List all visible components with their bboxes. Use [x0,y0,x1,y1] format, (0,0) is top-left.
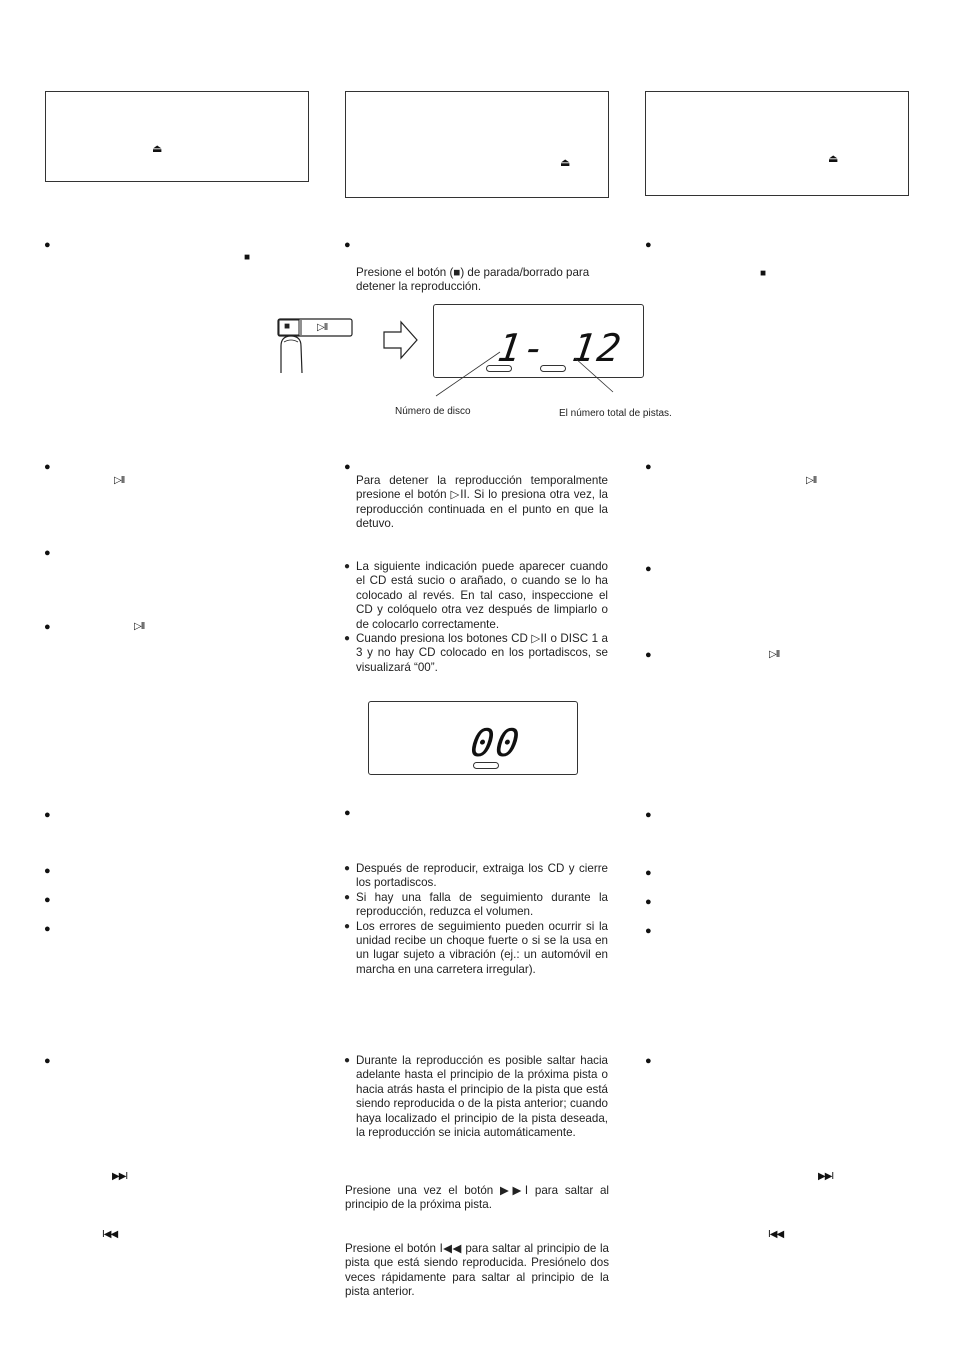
zero-readout: 00 [467,721,524,765]
left-bullet-7: ● [44,894,51,906]
skip-back-instruction: Presione el botón I◀◀ para saltar al principio de la pista que está siendo reproducida. Presiónelo dos veces rápidamente para saltar al principio de la pista anterior. [345,1242,609,1299]
skip-forward-icon: ▶▶I [818,1171,834,1182]
skip-back-icon: I◀◀ [102,1229,118,1240]
left-bullet-9: ● [44,1055,51,1067]
note-item: ● Los errores de seguimiento pueden ocurrir si la unidad recibe un choque fuerte o si se la usa en un lugar sujeto a vibración (ej.: un automóvil en marcha en una carretera irregular). [344,920,608,978]
disc-number-caption: Número de disco [395,406,471,417]
note-item: ● Cuando presiona los botones CD ▷II o DISC 1 a 3 y no hay CD colocado en los portadiscos, se visualizará “00”. [344,632,608,675]
skip-forward-instruction: Presione una vez el botón ▶▶I para saltar al principio de la próxima pista. [345,1184,609,1212]
right-bullet-8: ● [645,925,652,937]
middle-bullet-3: ● [344,807,351,819]
stop-icon: ■ [760,268,766,279]
right-bullet-3: ● [645,563,652,575]
notes-list-3 [344,1054,608,1140]
middle-bullet-1: ● [344,239,351,251]
right-bullet-5: ● [645,809,652,821]
left-bullet-6: ● [44,865,51,877]
pause-instruction: Para detener la reproducción temporalmente presione el botón ▷II. Si lo presiona otra vez, la reproducción continuada en el punto en que la detuvo. [356,474,608,531]
callout-lines [430,350,630,400]
left-header-box [45,91,309,182]
play-pause-button-label[interactable]: ▷II [317,322,328,333]
eject-icon: ⏏ [560,157,571,169]
right-bullet-1: ● [645,239,652,251]
left-bullet-3: ● [44,547,51,559]
note-item: ● La siguiente indicación puede aparecer cuando el CD está sucio o arañado, o cuando se lo ha colocado al revés. En tal caso, inspeccione el CD y colóquelo otra vez después de limpiarlo o de colocarlo correctamente. [344,560,608,632]
play-pause-icon: ▷II [114,475,125,486]
note-item: ● Después de reproducir, extraiga los CD y cierre los portadiscos. [344,862,608,891]
stop-icon: ■ [244,252,250,263]
play-pause-icon: ▷II [806,475,817,486]
play-pause-icon: ▷II [134,621,145,632]
right-bullet-7: ● [645,896,652,908]
middle-header-box [345,91,609,198]
left-bullet-1: ● [44,239,51,251]
stop-button-label[interactable]: ■ [284,321,291,332]
note-item: ● Durante la reproducción es posible saltar hacia adelante hasta el principio de la próxima pista o hacia atrás hasta el principio de la pista que está siendo reproducida o de la pista anterior; cuando haya localizado el principio de la pista deseada, la reproducción se inicia automáticamente. [344,1054,608,1140]
right-header-box [645,91,909,196]
left-bullet-5: ● [44,809,51,821]
middle-bullet-2: ● [344,461,351,473]
left-bullet-8: ● [44,923,51,935]
eject-icon: ⏏ [828,153,839,165]
play-pause-icon: ▷II [769,649,780,660]
display-indicator [473,762,499,769]
skip-forward-icon: ▶▶I [112,1171,128,1182]
empty-disc-display [368,701,578,775]
notes-list-2 [344,862,608,977]
eject-icon: ⏏ [152,143,163,155]
disc-track-readout: 1- 12 [494,326,626,370]
left-bullet-2: ● [44,461,51,473]
arrow-right-icon [383,320,419,360]
right-bullet-4: ● [645,649,652,661]
stop-button-diagram [275,318,355,378]
notes-list-1 [344,560,608,675]
skip-back-icon: I◀◀ [768,1229,784,1240]
right-bullet-9: ● [645,1055,652,1067]
total-tracks-caption: El número total de pistas. [559,408,672,419]
right-bullet-6: ● [645,867,652,879]
right-bullet-2: ● [645,461,652,473]
left-bullet-4: ● [44,621,51,633]
stop-instruction: Presione el botón (■) de parada/borrado para detener la reproducción. [356,266,590,294]
note-item: ● Si hay una falla de seguimiento durante la reproducción, reduzca el volumen. [344,891,608,920]
